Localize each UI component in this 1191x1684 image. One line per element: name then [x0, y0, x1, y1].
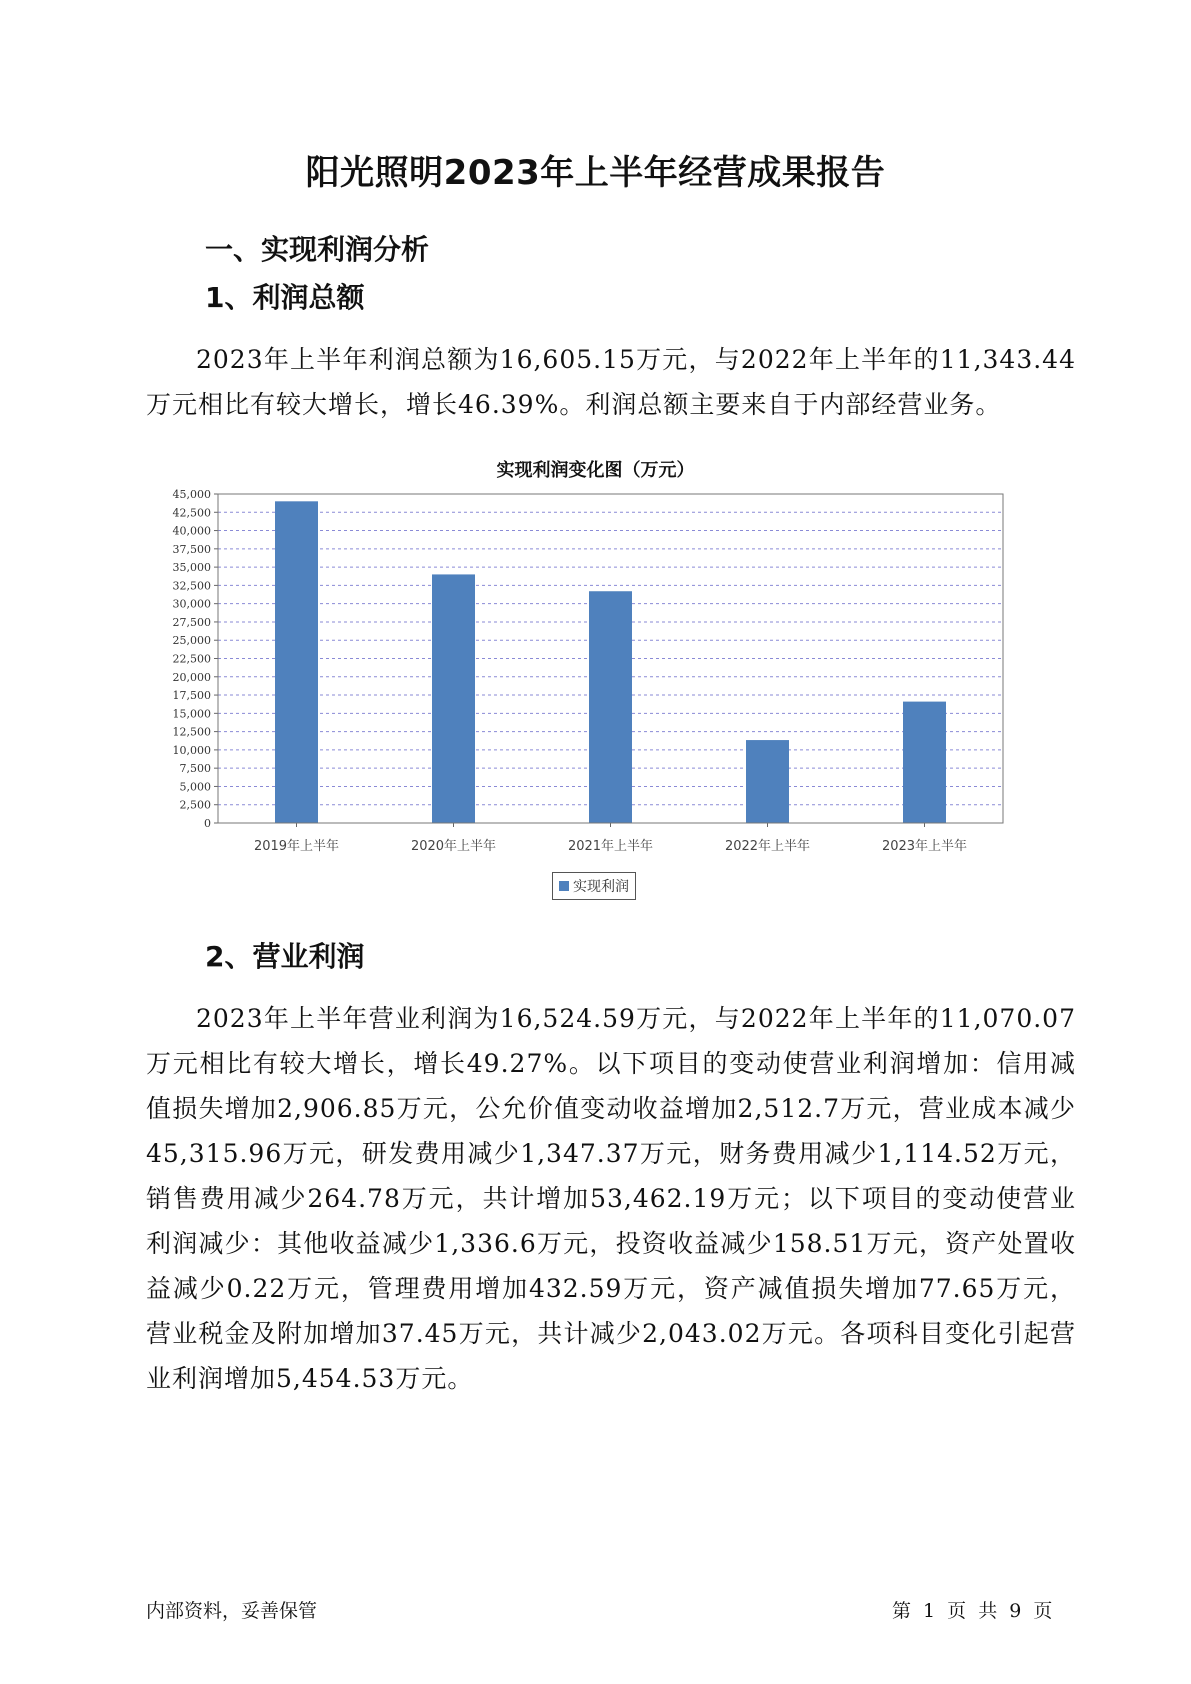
legend-label: 实现利润 [573, 879, 629, 895]
y-tick-label: 27,500 [172, 615, 211, 629]
subsection-heading-operating-profit: 2、营业利润 [205, 940, 365, 973]
x-tick-label: 2021年上半年 [567, 839, 654, 854]
y-tick-label: 35,000 [172, 561, 211, 575]
x-tick-label: 2019年上半年 [253, 839, 340, 854]
y-tick-label: 22,500 [172, 652, 211, 666]
y-tick-label: 20,000 [172, 670, 211, 684]
subsection-heading-total-profit: 1、利润总额 [205, 281, 365, 314]
y-tick-label: 15,000 [172, 707, 211, 721]
y-tick-label: 17,500 [172, 689, 211, 703]
y-tick-label: 32,500 [172, 579, 211, 593]
y-tick-label: 42,500 [172, 506, 211, 520]
x-tick-label: 2022年上半年 [724, 839, 811, 854]
footer-page-number: 第 1 页 共 9 页 [892, 1600, 1053, 1622]
y-tick-label: 5,000 [179, 780, 211, 794]
y-tick-label: 45,000 [172, 488, 211, 501]
bar [275, 501, 318, 823]
chart-legend [552, 872, 636, 900]
bar [903, 702, 946, 823]
y-tick-label: 10,000 [172, 743, 211, 757]
y-tick-label: 2,500 [179, 798, 211, 812]
chart-title: 实现利润变化图（万元） [496, 460, 695, 481]
x-tick-label: 2020年上半年 [410, 839, 497, 854]
bar [432, 574, 475, 823]
page-title: 阳光照明2023年上半年经营成果报告 [305, 153, 886, 193]
paragraph-operating-profit: 2023年上半年营业利润为16,524.59万元，与2022年上半年的11,070.07万元相比有较大增长，增长49.27%。以下项目的变动使营业利润增加：信用减值损失增加2,906.85万元，公允价值变动收益增加2,512.7万元，营业成本减少45,315.96万元，研发费用减少1,347.37万元，财务费用减少1,114.52万元，销售费用减少264.78万元，共计增加53,462.19万元；以下项目的变动使营业利润减少：其他收益减少1,336.6万元，投资收益减少158.51万元，资产处置收益减少0.22万元，管理费用增加432.59万元，资产减值损失增加77.65万元，营业税金及附加增加37.45万元，共计减少2,043.02万元。各项科目变化引起营业利润增加5,454.53万元。 [146, 1004, 1076, 1393]
bar [746, 740, 789, 823]
y-tick-label: 12,500 [172, 725, 211, 739]
y-tick-label: 30,000 [172, 597, 211, 611]
y-tick-label: 37,500 [172, 542, 211, 556]
y-tick-label: 0 [204, 817, 211, 830]
legend-swatch [559, 881, 569, 891]
x-tick-label: 2023年上半年 [881, 839, 968, 854]
y-tick-label: 7,500 [179, 762, 211, 776]
y-tick-label: 40,000 [172, 524, 211, 538]
footer-confidential-note: 内部资料，妥善保管 [146, 1600, 318, 1622]
y-tick-label: 25,000 [172, 634, 211, 648]
section-heading-profit-analysis: 一、实现利润分析 [205, 233, 430, 266]
paragraph-total-profit: 2023年上半年利润总额为16,605.15万元，与2022年上半年的11,343.44万元相比有较大增长，增长46.39%。利润总额主要来自于内部经营业务。 [146, 345, 1076, 419]
bar [589, 591, 632, 823]
